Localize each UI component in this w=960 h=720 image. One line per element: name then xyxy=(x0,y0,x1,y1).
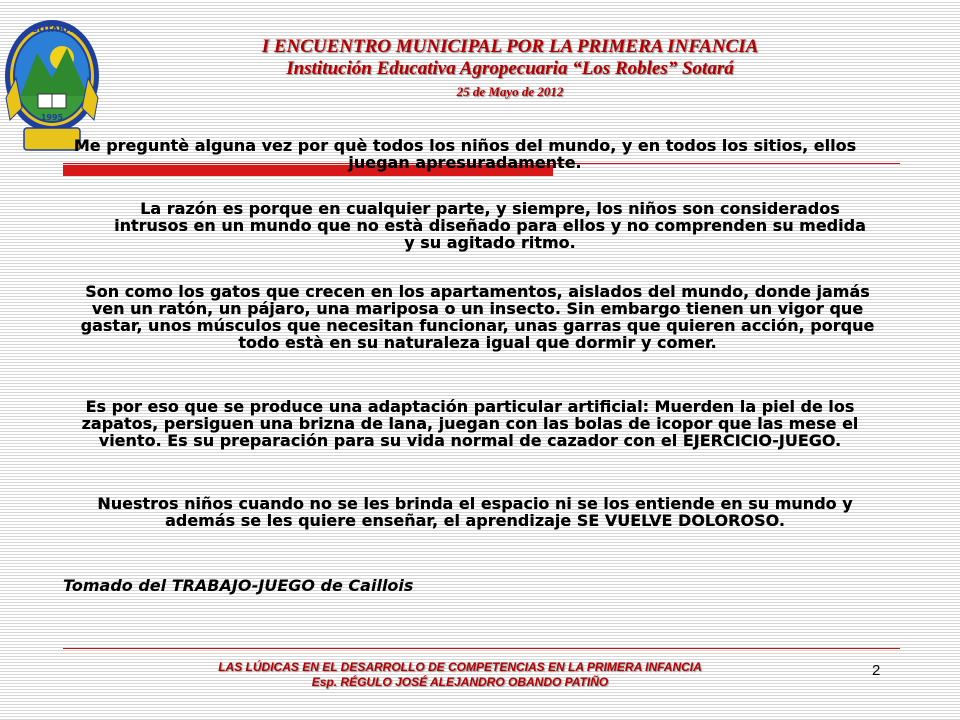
footer-title: LAS LÚDICAS EN EL DESARROLLO DE COMPETENCIAS EN LA PRIMERA INFANCIA xyxy=(218,660,702,674)
bottom-divider xyxy=(63,648,900,649)
paragraph-3: Son como los gatos que crecen en los apartamentos, aislados del mundo, donde jamás ven un ratón, un pájaro, una mariposa o un insecto. Sin embargo tienen un vigor que gastar, unos músculos que necesitan funcionar, unas garras que quieren acción, porque todo està en su naturaleza igual que dormir y comer. xyxy=(80,282,875,352)
source-citation: Tomado del TRABAJO-JUEGO de Caillois xyxy=(63,576,414,595)
event-title: I ENCUENTRO MUNICIPAL POR LA PRIMERA INFANCIA xyxy=(261,36,759,57)
footer-author: Esp. RÉGULO JOSÉ ALEJANDRO OBANDO PATIÑO xyxy=(311,675,609,689)
paragraph-4: Es por eso que se produce una adaptación particular artificial: Muerden la piel de los zapatos, persiguen una brizna de lana, juegan con las bolas de icopor que las mese el viento. Es su preparación para su vida normal de cazador con el EJERCICIO-JUEGO. xyxy=(81,397,859,450)
institution-name: Institución Educativa Agropecuaria “Los Robles” Sotará xyxy=(286,58,734,79)
paragraph-5: Nuestros niños cuando no se les brinda el espacio ni se los entiende en su mundo y además se les quiere enseñar, el aprendizaje SE VUELVE DOLOROSO. xyxy=(97,494,853,530)
page-number: 2 xyxy=(872,662,881,679)
crest-year-text: 1995 xyxy=(40,113,64,122)
crest-name-text: SOTARA xyxy=(31,25,73,35)
event-date: 25 de Mayo de 2012 xyxy=(456,84,564,99)
paragraph-2: La razón es porque en cualquier parte, y siempre, los niños son considerados intrusos en un mundo que no està diseñado para ellos y no comprenden su medida y su agitado ritmo. xyxy=(114,199,866,252)
paragraph-1: Me preguntè alguna vez por què todos los niños del mundo, y en todos los sitios, ellos juegan apresuradamente. xyxy=(73,136,857,172)
